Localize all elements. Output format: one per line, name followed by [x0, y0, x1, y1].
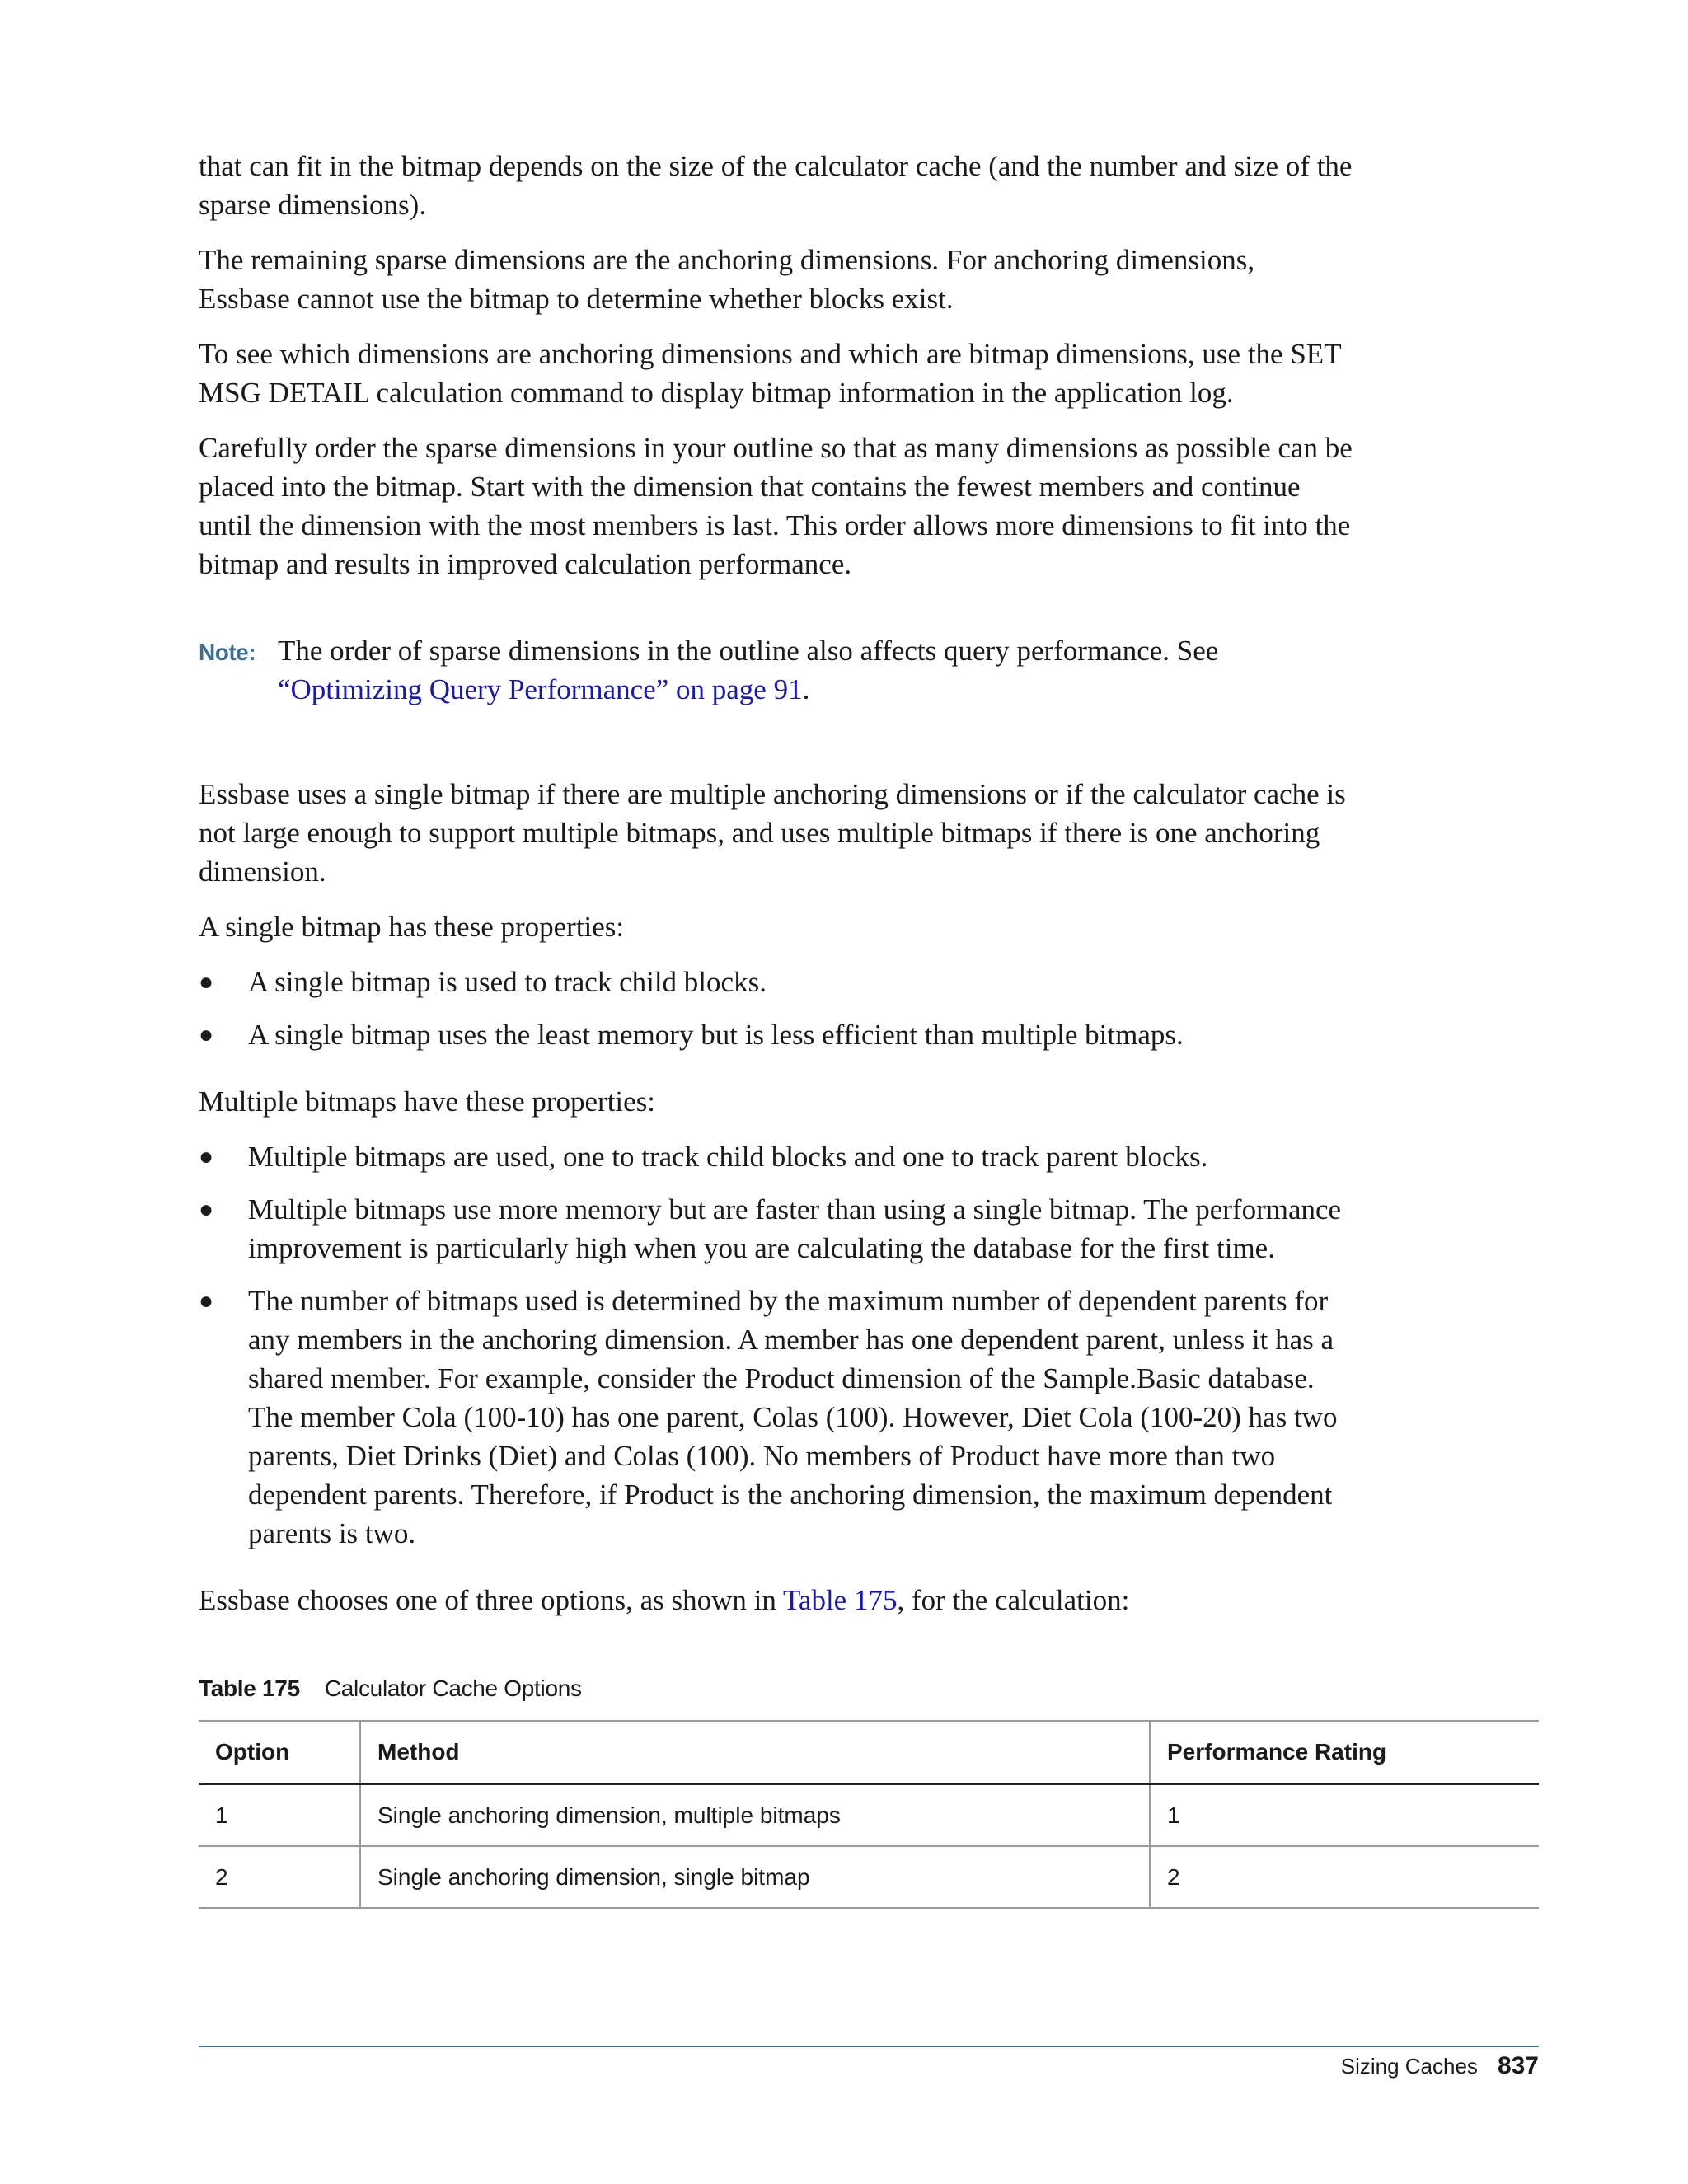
multiple-bitmaps-heading: Multiple bitmaps have these properties:: [199, 1085, 656, 1118]
table-cell: Single anchoring dimension, single bitmap: [360, 1846, 1150, 1908]
note-body: The order of sparse dimensions in the outline also affects query performance. See: [278, 635, 1219, 667]
optimizing-query-performance-link[interactable]: “Optimizing Query Performance” on page 91: [278, 673, 803, 705]
paragraph: Essbase uses a single bitmap if there are multiple anchoring dimensions or if the calculator cache is not large enough to support multiple bitmaps, and uses multiple bitmaps if there is one anchoring dimension.: [199, 778, 1346, 888]
note-label: Note:: [199, 640, 256, 665]
table-cell: Single anchoring dimension, multiple bitmaps: [360, 1784, 1150, 1847]
list-item: [199, 963, 1353, 1001]
page-footer: [1341, 2052, 1539, 2080]
list-item: [199, 1190, 1353, 1268]
multiple-bitmaps-list: [199, 1137, 1353, 1553]
note-tail: .: [802, 673, 810, 705]
list-item-text: The number of bitmaps used is determined by the maximum number of dependent parents for any members in the anchoring dimension. A member has one dependent parent, unless it has a shared member. For example, consider the Product dimension of the Sample.Basic database. The member Cola (100-10) has one parent, Colas (100). However, Diet Cola (100-20) has two parents, Diet Drinks (Diet) and Colas (100). No members of Product have more than two dependent parents. Therefore, if Product is the anchoring dimension, the maximum dependent parents is two.: [248, 1285, 1338, 1549]
table-number: Table 175: [199, 1675, 300, 1701]
choose-text-after: , for the calculation:: [897, 1584, 1130, 1616]
bullet-icon: ●: [199, 968, 214, 996]
footer-section-title: Sizing Caches: [1340, 2054, 1478, 2079]
page-number: 837: [1497, 2052, 1539, 2079]
list-item: [199, 1282, 1353, 1553]
paragraph: [199, 1581, 1353, 1619]
single-bitmap-heading: A single bitmap has these properties:: [199, 911, 625, 943]
paragraph: Carefully order the sparse dimensions in your outline so that as many dimensions as possible can be placed into the bitmap. Start with the dimension that contains the fewest members and continue until the dimension with the most members is last. This order allows more dimensions to fit into the bitmap and results in improved calculation performance.: [199, 432, 1353, 580]
table-title: Calculator Cache Options: [324, 1675, 582, 1701]
bullet-icon: ●: [199, 1287, 214, 1315]
list-item: [199, 1015, 1353, 1054]
column-header-method: Method: [360, 1721, 1150, 1784]
bullet-icon: ●: [199, 1021, 214, 1048]
table-header-row: [199, 1721, 1539, 1784]
bullet-icon: ●: [199, 1196, 214, 1223]
column-header-option: Option: [199, 1721, 360, 1784]
note-block: [199, 631, 1353, 709]
paragraph: To see which dimensions are anchoring dimensions and which are bitmap dimensions, use the SET MSG DETAIL calculation command to display bitmap information in the application log.: [199, 338, 1341, 409]
calculator-cache-options-table: [199, 1720, 1539, 1909]
table-cell: 2: [1150, 1846, 1539, 1908]
single-bitmap-list: [199, 963, 1353, 1054]
paragraph: The remaining sparse dimensions are the anchoring dimensions. For anchoring dimensions, Essbase cannot use the bitmap to determine whether blocks exist.: [199, 244, 1255, 315]
footer-divider: [199, 2046, 1539, 2047]
table-row: [199, 1784, 1539, 1847]
bullet-icon: ●: [199, 1143, 214, 1170]
note-text: [278, 631, 1353, 709]
table-cell: 2: [199, 1846, 360, 1908]
list-item-text: Multiple bitmaps use more memory but are faster than using a single bitmap. The performance improvement is particularly high when you are calculating the database for the first time.: [248, 1193, 1342, 1264]
list-item: [199, 1137, 1353, 1176]
table-row: [199, 1846, 1539, 1908]
column-header-performance-rating: Performance Rating: [1150, 1721, 1539, 1784]
list-item-text: Multiple bitmaps are used, one to track child blocks and one to track parent blocks.: [248, 1141, 1208, 1173]
list-item-text: A single bitmap is used to track child blocks.: [248, 966, 767, 998]
list-item-text: A single bitmap uses the least memory but is less efficient than multiple bitmaps.: [248, 1019, 1184, 1051]
table-175-link[interactable]: Table 175: [782, 1584, 898, 1616]
body-column: [199, 147, 1387, 1909]
table-caption: [199, 1675, 1353, 1702]
table-cell: 1: [1150, 1784, 1539, 1847]
paragraph: that can fit in the bitmap depends on the size of the calculator cache (and the number and size of the sparse dimensions).: [199, 150, 1353, 221]
table-cell: 1: [199, 1784, 360, 1847]
choose-text-before: Essbase chooses one of three options, as shown in: [199, 1584, 783, 1616]
